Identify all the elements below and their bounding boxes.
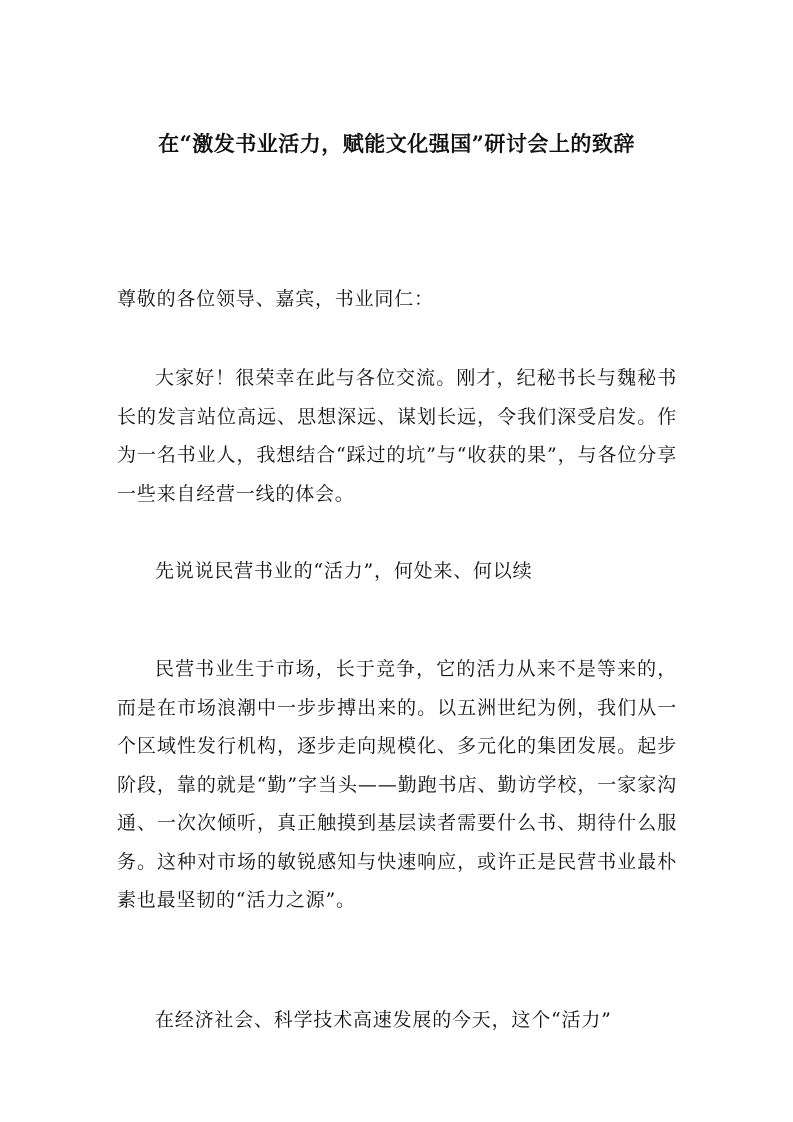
salutation: 尊敬的各位领导、嘉宾，书业同仁：	[117, 288, 434, 310]
section-heading: 先说说民营书业的“活力”，何处来、何以续	[155, 560, 533, 582]
paragraph-vitality-source: 民营书业生于市场，长于竞争，它的活力从来不是等来的，而是在市场浪潮中一步步搏出来的。以五洲世纪为例，我们从一个区域性发行机构，逐步走向规模化、多元化的集团发展。起步阶段，靠的就是“勤”字当头——勤跑书店、勤访学校，一家家沟通、一次次倾听，真正触摸到基层读者需要什么书、期待什么服务。这种对市场的敏锐感知与快速响应，或许正是民营书业最朴素也最坚韧的“活力之源”。	[117, 658, 677, 911]
paragraph-opening: 大家好！很荣幸在此与各位交流。刚才，纪秘书长与魏秘书长的发言站位高远、思想深远、谋划长远，令我们深受启发。作为一名书业人，我想结合“踩过的坑”与“收获的果”，与各位分享一些来自经营一线的体会。	[117, 367, 677, 505]
document-title: 在“激发书业活力，赋能文化强国”研讨会上的致辞	[158, 131, 635, 156]
paragraph-continuation: 在经济社会、科学技术高速发展的今天，这个“活力”	[155, 1009, 612, 1031]
